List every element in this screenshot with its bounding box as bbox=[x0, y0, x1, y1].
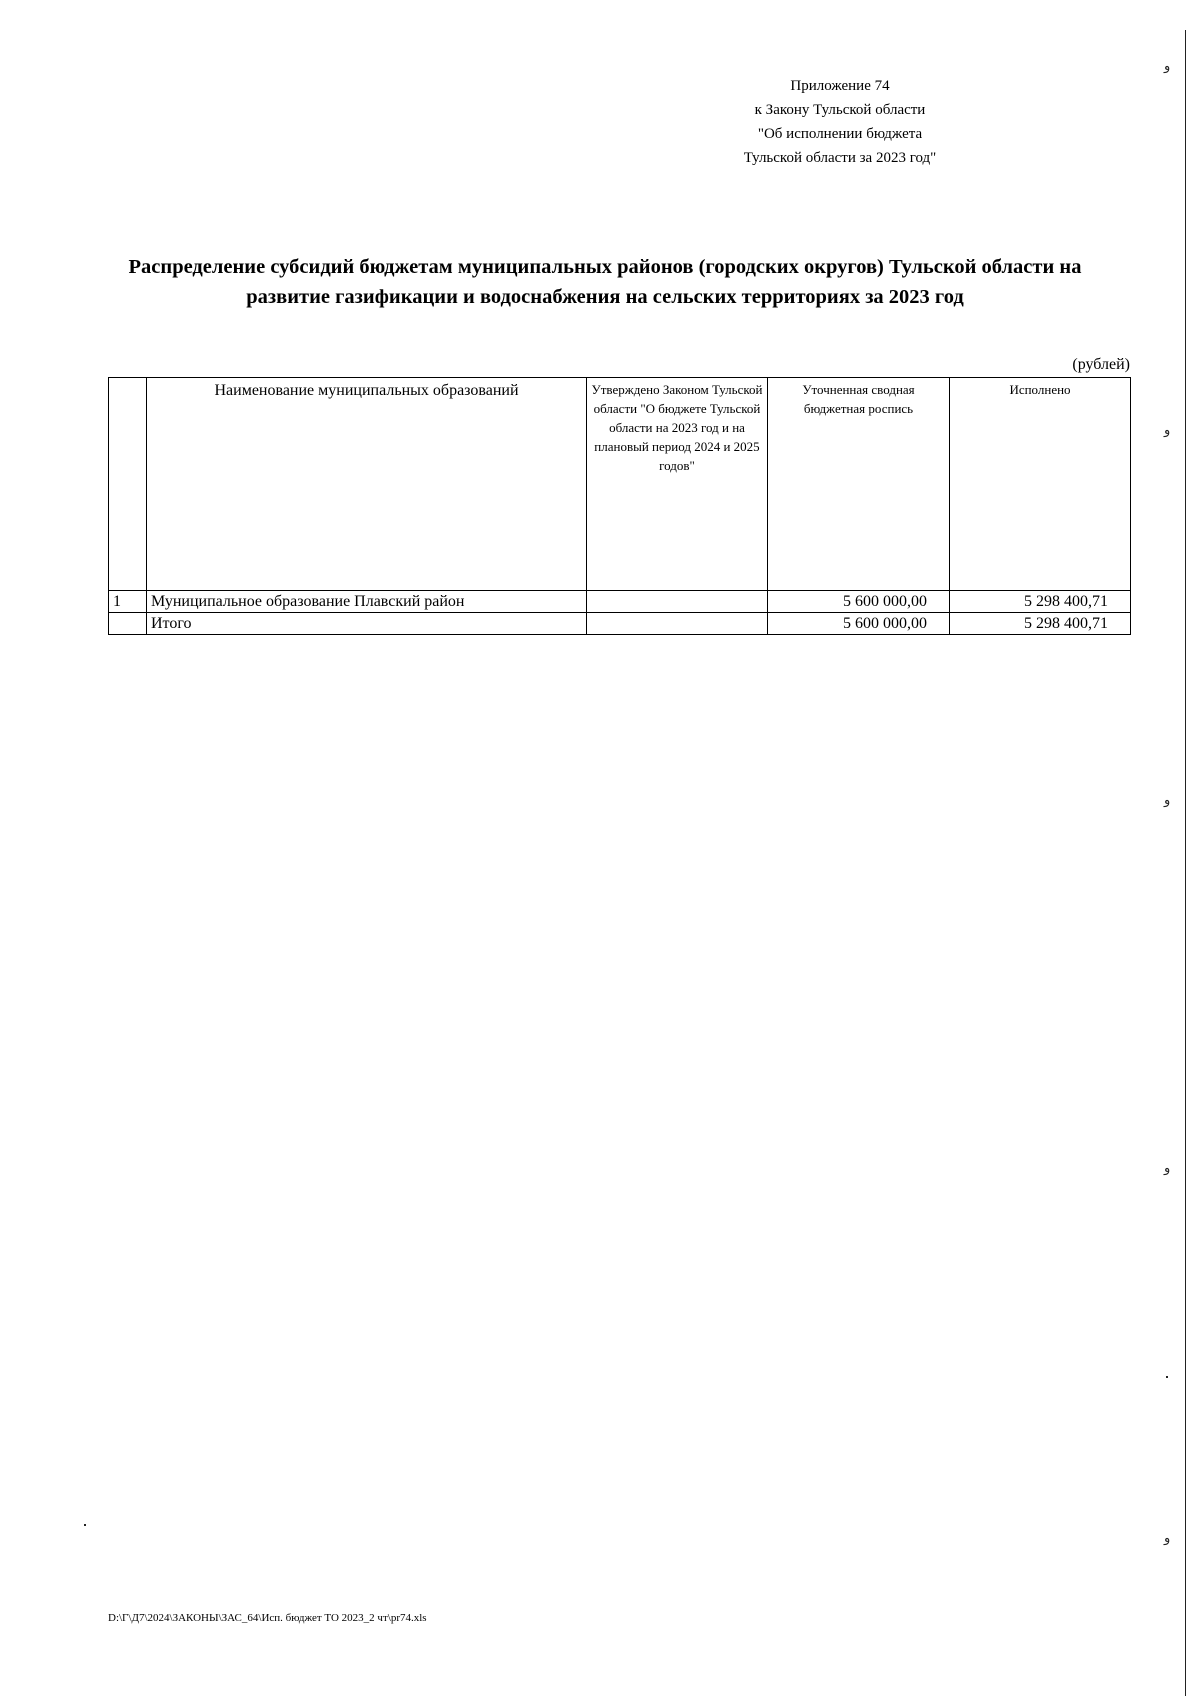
title-line: Распределение субсидий бюджетам муниципальных районов (городских округов) Тульской области на bbox=[128, 256, 1082, 278]
appendix-line: Тульской области за 2023 год" bbox=[743, 150, 937, 166]
total-number bbox=[109, 613, 147, 635]
scan-mark: ﻭ bbox=[1164, 58, 1171, 73]
total-approved bbox=[587, 613, 768, 635]
scan-mark: ﻭ bbox=[1164, 1160, 1171, 1175]
scan-mark: ﻭ bbox=[1164, 422, 1171, 437]
appendix-line: "Об исполнении бюджета bbox=[757, 126, 923, 142]
document-title bbox=[90, 252, 1120, 312]
scan-page-edge bbox=[1185, 30, 1186, 1696]
table-total-row bbox=[109, 613, 1131, 635]
header-number bbox=[109, 378, 147, 591]
scan-dot bbox=[1166, 1376, 1168, 1378]
scan-dot bbox=[84, 1524, 86, 1526]
appendix-header bbox=[700, 74, 980, 170]
row-number: 1 bbox=[109, 591, 147, 613]
budget-table bbox=[108, 377, 1131, 635]
header-name: Наименование муниципальных образований bbox=[147, 378, 587, 591]
table-row bbox=[109, 591, 1131, 613]
scan-mark: ﻭ bbox=[1164, 792, 1171, 807]
header-approved: Утверждено Законом Тульской области "О бюджете Тульской области на 2023 год и на плановый период 2024 и 2025 годов" bbox=[587, 378, 768, 591]
total-executed: 5 298 400,71 bbox=[950, 613, 1131, 635]
total-revised: 5 600 000,00 bbox=[768, 613, 950, 635]
total-label: Итого bbox=[147, 613, 587, 635]
header-executed: Исполнено bbox=[950, 378, 1131, 591]
appendix-line: Приложение 74 bbox=[790, 78, 890, 94]
row-approved bbox=[587, 591, 768, 613]
row-name: Муниципальное образование Плавский район bbox=[147, 591, 587, 613]
title-line: развитие газификации и водоснабжения на сельских территориях за 2023 год bbox=[246, 286, 964, 308]
scan-mark: ﻭ bbox=[1164, 1530, 1171, 1545]
row-executed: 5 298 400,71 bbox=[950, 591, 1131, 613]
units-label: (рублей) bbox=[1072, 356, 1130, 373]
row-revised: 5 600 000,00 bbox=[768, 591, 950, 613]
table-header-row bbox=[109, 378, 1131, 591]
header-revised: Уточненная сводная бюджетная роспись bbox=[768, 378, 950, 591]
appendix-line: к Закону Тульской области bbox=[754, 102, 926, 118]
file-path-footer: D:\Г\Д7\2024\ЗАКОНЫ\ЗАС_64\Исп. бюджет ТО 2023_2 чт\pr74.xls bbox=[108, 1612, 427, 1624]
